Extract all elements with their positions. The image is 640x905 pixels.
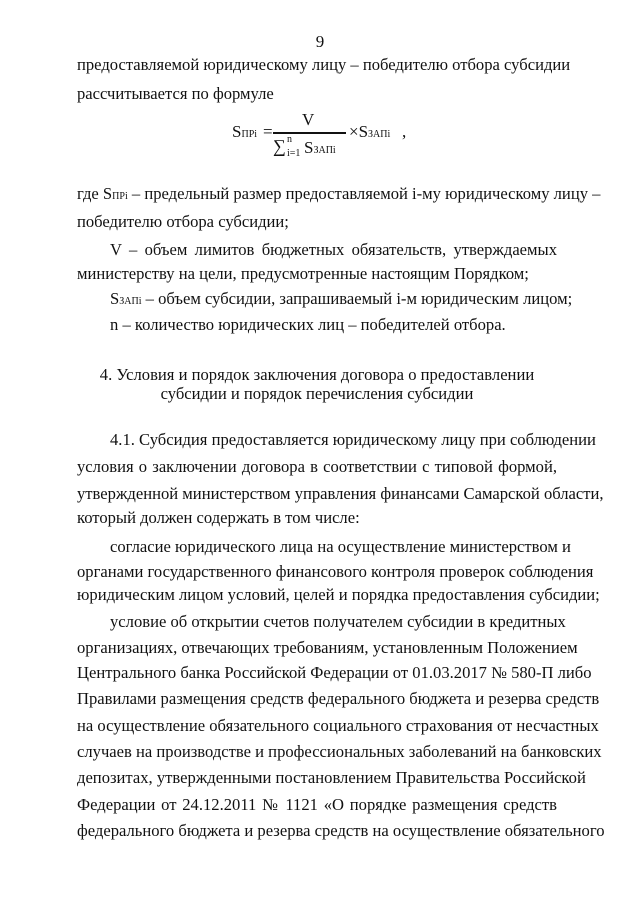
formula-times: ×SЗАПi [349,122,391,141]
s-line: SЗАПi – объем субсидии, запрашиваемый i-м юридическим лицом; [110,289,573,308]
formula-comma: , [402,122,407,141]
p41-line-1: 4.1. Субсидия предоставляется юридическому лицу при соблюдении [110,430,596,449]
intro-line-1: предоставляемой юридическому лицу – победителю отбора субсидии [77,55,571,74]
sum-lower: i=1 [287,148,301,159]
where-line-2: победителю отбора субсидии; [77,212,289,231]
accounts-line-4: Правилами размещения средств федерального бюджета и резерва средств [77,689,600,708]
where-line-1: где SПРi – предельный размер предоставляемой i-му юридическому лицу – [77,184,601,203]
formula-numerator: V [302,110,315,129]
n-line: n – количество юридических лиц – победителей отбора. [110,315,506,334]
sum-sign: ∑ [273,136,286,156]
accounts-line-7: депозитах, утвержденными постановлением Правительства Российской [77,768,586,787]
consent-line-3: юридическим лицом условий, целей и порядка предоставления субсидии; [77,585,600,604]
intro-line-2: рассчитывается по формуле [77,84,274,103]
accounts-line-1: условие об открытии счетов получателем субсидии в кредитных [110,612,566,631]
formula-denominator: SЗАПi [304,138,336,157]
accounts-line-8: Федерации от 24.12.2011 № 1121 «О порядке размещения средств [77,795,557,814]
v-line-1: V – объем лимитов бюджетных обязательств, утверждаемых [110,240,557,259]
formula-lhs: SПРi [232,122,258,141]
accounts-line-3: Центрального банка Российской Федерации от 01.03.2017 № 580-П либо [77,663,592,682]
consent-line-2: органами государственного финансового контроля проверок соблюдения [77,562,594,581]
formula [232,106,432,162]
accounts-line-9: федерального бюджета и резерва средств на осуществление обязательного [77,821,605,840]
accounts-line-2: организациях, отвечающих требованиям, установленным Положением [77,638,578,657]
consent-line-1: согласие юридического лица на осуществление министерством и [110,537,571,556]
accounts-line-6: случаев на производстве и профессиональных заболеваний на банковских [77,742,602,761]
accounts-line-5: на осуществление обязательного социального страхования от несчастных [77,716,599,735]
section-title-2: субсидии и порядок перечисления субсидии [160,384,474,403]
p41-line-4: который должен содержать в том числе: [77,508,360,527]
formula-eq: = [263,122,273,141]
sum-upper: n [287,134,292,145]
page-number: 9 [315,32,325,51]
p41-line-3: утвержденной министерством управления финансами Самарской области, [77,484,604,503]
section-title-1: 4. Условия и порядок заключения договора о предоставлении [99,365,535,384]
fraction-bar [273,132,346,134]
v-line-2: министерству на цели, предусмотренные настоящим Порядком; [77,264,529,283]
p41-line-2: условия о заключении договора в соответствии с типовой формой, [77,457,557,476]
